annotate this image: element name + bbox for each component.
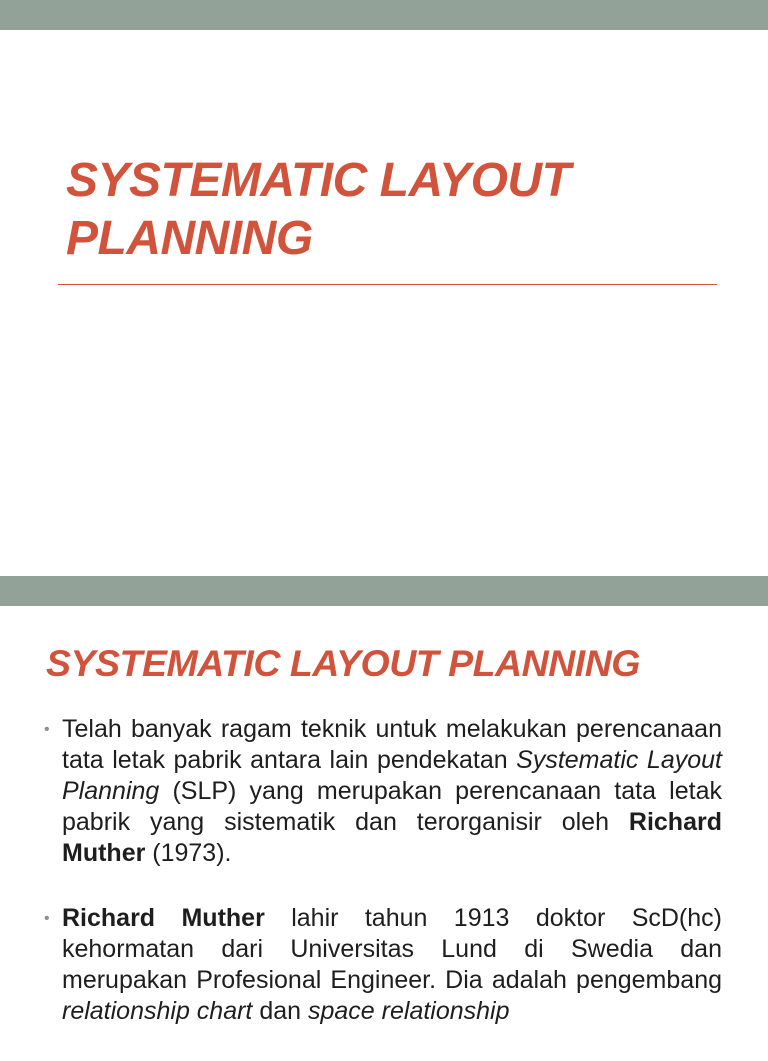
bullet-list — [44, 714, 722, 1061]
slide1-title-line2: PLANNING — [66, 212, 313, 265]
bullet-icon: • — [44, 910, 50, 927]
slide1-title — [66, 152, 726, 268]
slide2-top-band — [0, 576, 768, 606]
slide1-title-line1: SYSTEMATIC LAYOUT — [66, 154, 571, 207]
bullet-item-2: • Richard Muther lahir tahun 1913 doktor ScD(hc) kehormatan dari Universitas Lund di Swedia dan merupakan Profesional Engineer. Dia adalah pengembang relationship chart dan space relationship — [44, 904, 722, 1025]
title-divider — [58, 284, 717, 285]
slide2-title: SYSTEMATIC LAYOUT PLANNING — [46, 642, 640, 684]
slide-top-band — [0, 0, 768, 30]
bullet-item-1: • Telah banyak ragam teknik untuk melakukan perencanaan tata letak pabrik antara lain pendekatan Systematic Layout Planning (SLP) yang merupakan perencanaan tata letak pabrik yang sistematik dan terorganisir oleh Richard Muther (1973). — [44, 715, 722, 867]
bullet-icon: • — [44, 721, 50, 738]
